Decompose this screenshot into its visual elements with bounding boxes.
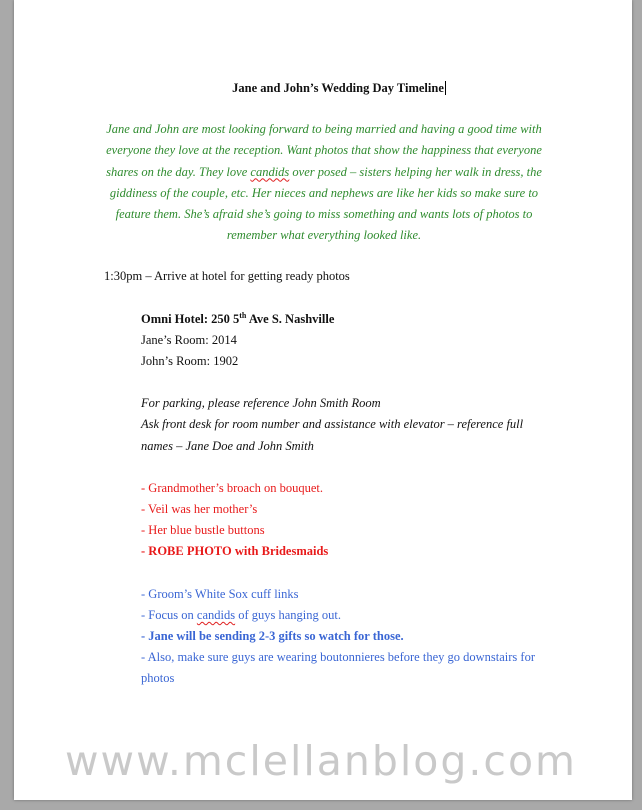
bride-note: - Veil was her mother’s	[141, 502, 258, 517]
page-title	[104, 78, 544, 99]
hotel-name	[141, 309, 544, 330]
spacer	[141, 372, 544, 393]
groom-note-gifts: - Jane will be sending 2-3 gifts so watch for those.	[141, 629, 404, 644]
bride-note: - Her blue bustle buttons	[141, 523, 265, 538]
title-text: Jane and John’s Wedding Day Timeline	[232, 81, 444, 95]
watermark: www.mclellanblog.com	[65, 737, 577, 785]
focus-text-before: - Focus on	[141, 607, 197, 622]
text-caret	[232, 81, 446, 95]
bride-highlight: - ROBE PHOTO with Bridesmaids	[141, 544, 329, 559]
groom-note-focus	[141, 605, 544, 626]
focus-text-after: of guys hanging out.	[235, 607, 341, 622]
hotel-name-prefix: Omni Hotel: 250 5	[141, 311, 240, 326]
hotel-name-suffix: Ave S. Nashville	[246, 311, 335, 326]
parking-line-1: For parking, please reference John Smith Room	[141, 396, 381, 411]
hotel-name-sup: th	[239, 310, 247, 320]
groom-note-boutonnieres: - Also, make sure guys are wearing boutonnieres before they go downstairs for photos	[141, 650, 535, 686]
document-page	[14, 0, 632, 800]
spacer	[141, 457, 544, 478]
spellcheck-flagged-word[interactable]: candids	[250, 164, 290, 179]
spacer	[141, 563, 544, 584]
jane-room: Jane’s Room: 2014	[141, 332, 237, 347]
hotel-block	[141, 309, 544, 690]
document-body	[104, 78, 544, 690]
time-entry: 1:30pm – Arrive at hotel for getting ready photos	[104, 269, 350, 284]
bride-note: - Grandmother’s broach on bouquet.	[141, 480, 324, 495]
spellcheck-flagged-word[interactable]: candids	[196, 607, 236, 622]
intro-paragraph	[104, 119, 544, 246]
parking-line-2: Ask front desk for room number and assistance with elevator – reference full names – Jane Doe and John Smith	[141, 417, 524, 453]
john-room: John’s Room: 1902	[141, 354, 239, 369]
intro-text-before: Jane and John are most looking forward to being married and having a good time with everyone they love at the reception. Want photos that show the happiness that everyone shares on the day. They love	[106, 122, 542, 179]
intro-text-after: over posed – sisters helping her walk in dress, the giddiness of the couple, etc. Her nieces and nephews are like her kids so make sure to feature them. She’s afraid she’s going to miss something and wants lots of photos to remember what everything looked like.	[109, 164, 542, 243]
groom-note-cufflinks: - Groom’s White Sox cuff links	[141, 586, 299, 601]
spacer	[104, 288, 544, 309]
